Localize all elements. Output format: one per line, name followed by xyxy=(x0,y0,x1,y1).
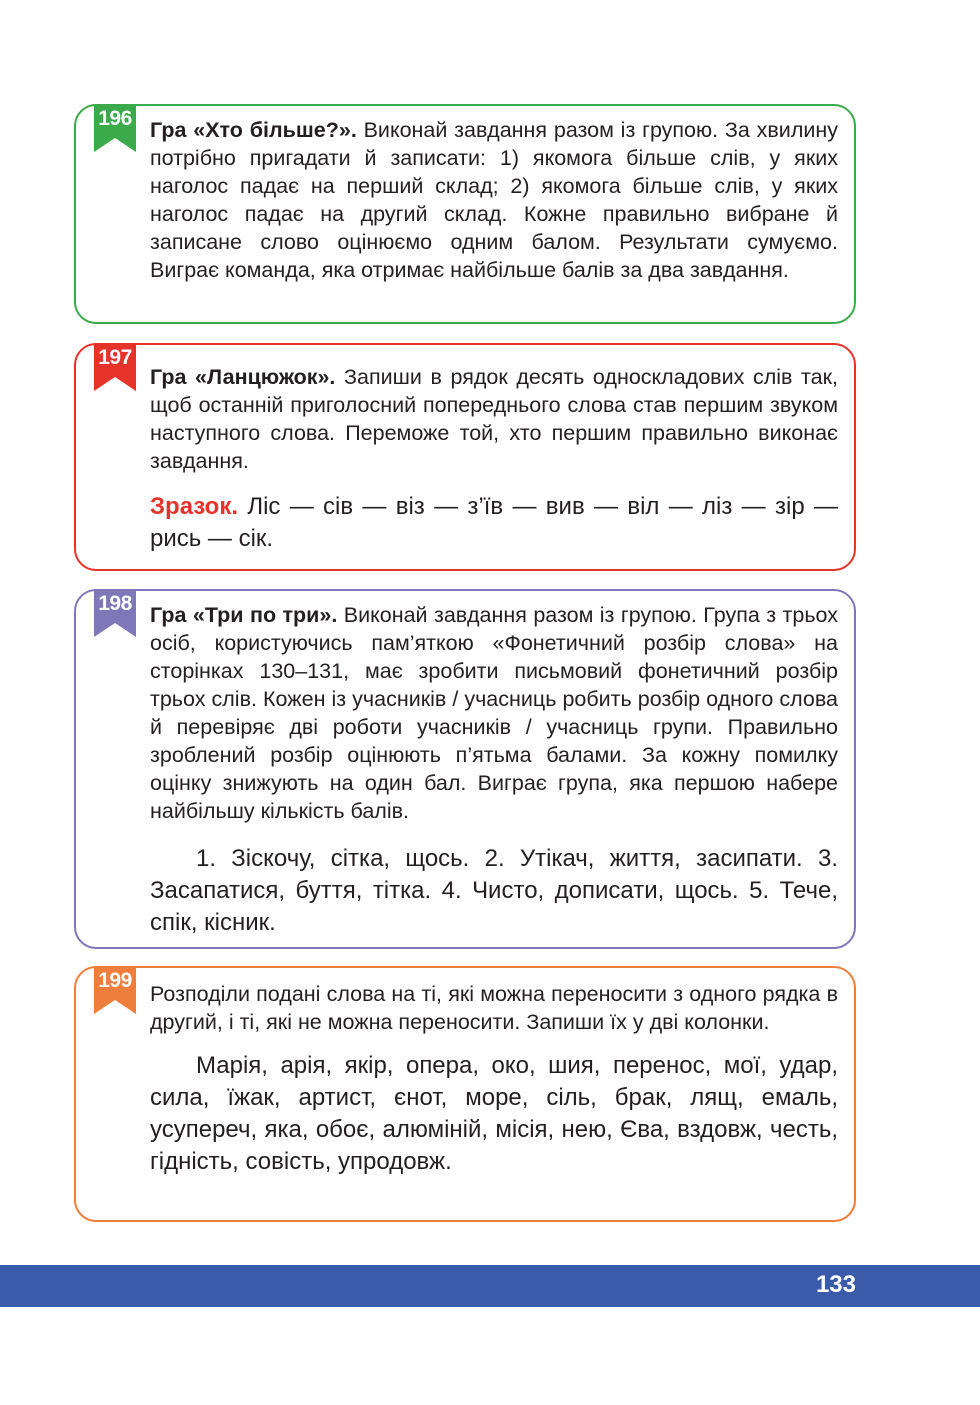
exercise-197-text xyxy=(150,363,838,475)
exercise-196-number: 196 xyxy=(98,107,132,130)
exercise-198-words: 1. Зіскочу, сітка, щось. 2. Утікач, життя, засипати. 3. Засапатися, буття, тітка. 4. Чисто, дописати, щось. 5. Тече, спік, кісник. xyxy=(150,845,838,936)
exercise-196-title: Гра «Хто більше?». xyxy=(150,118,357,142)
exercise-198-badge xyxy=(94,589,136,637)
page-footer-bar xyxy=(0,1265,980,1307)
exercise-199-words: Марія, арія, якір, опера, око, шия, перенос, мої, удар, сила, їжак, артист, єнот, море, сіль, брак, лящ, емаль, усупереч, яка, обоє, алюміній, місія, нею, Єва, вздовж, честь, гідність, совість, упродовж. xyxy=(150,1052,838,1175)
exercise-199 xyxy=(74,966,856,1222)
exercise-196-badge xyxy=(94,104,136,152)
exercise-197-title: Гра «Ланцюжок». xyxy=(150,365,336,389)
exercise-198-title: Гра «Три по три». xyxy=(150,603,338,627)
sample-text: Ліс — сів — віз — з’їв — вив — віл — ліз — зір — рись — сік. xyxy=(150,493,838,552)
exercise-196-text xyxy=(150,116,838,284)
exercise-197 xyxy=(74,343,856,571)
exercise-196 xyxy=(74,104,856,324)
exercise-197-badge xyxy=(94,343,136,391)
exercise-196-body: Виконай завдання разом із групою. За хвилину потрібно пригадати й записати: 1) якомога більше слів, у яких наголос падає на перший склад; 2) якомога більше слів, у яких наголос падає на другий склад. Кожне правильно вибране й записане слово оцінюємо одним балом. Результати сумуємо. Виграє команда, яка отримає найбільше балів за два завдання. xyxy=(150,118,839,282)
page-number: 133 xyxy=(815,1271,856,1298)
exercise-199-text: Розподіли подані слова на ті, які можна переносити з одного рядка в другий, і ті, які не можна переносити. Запиши їх у дві колонки. xyxy=(150,982,838,1034)
exercise-197-sample xyxy=(150,491,838,555)
exercise-199-number: 199 xyxy=(98,969,132,992)
exercise-198-body: Виконай завдання разом із групою. Група з трьох осіб, користуючись пам’яткою «Фонетичний розбір слова» на сторінках 130–131, має зробити письмовий фонетичний розбір трьох слів. Кожен із учасників / учасниць робить розбір одного слова й перевіряє дві роботи учасників / учасниць групи. Правильно зроблений розбір оцінюють п’ятьма балами. За кожну помилку оцінку знижують на один бал. Виграє група, яка першою набере найбільшу кількість балів. xyxy=(150,603,838,823)
exercise-198-text xyxy=(150,601,838,825)
exercise-198-number: 198 xyxy=(98,592,132,615)
exercise-197-number: 197 xyxy=(98,346,132,369)
exercise-198 xyxy=(74,589,856,949)
exercise-199-badge xyxy=(94,966,136,1014)
exercise-197-body: Запиши в рядок десять односкладових слів так, щоб останній приголосний попереднього слова став першим звуком наступного слова. Переможе той, хто першим правильно виконає завдання. xyxy=(150,365,838,473)
sample-label: Зразок. xyxy=(150,493,239,520)
